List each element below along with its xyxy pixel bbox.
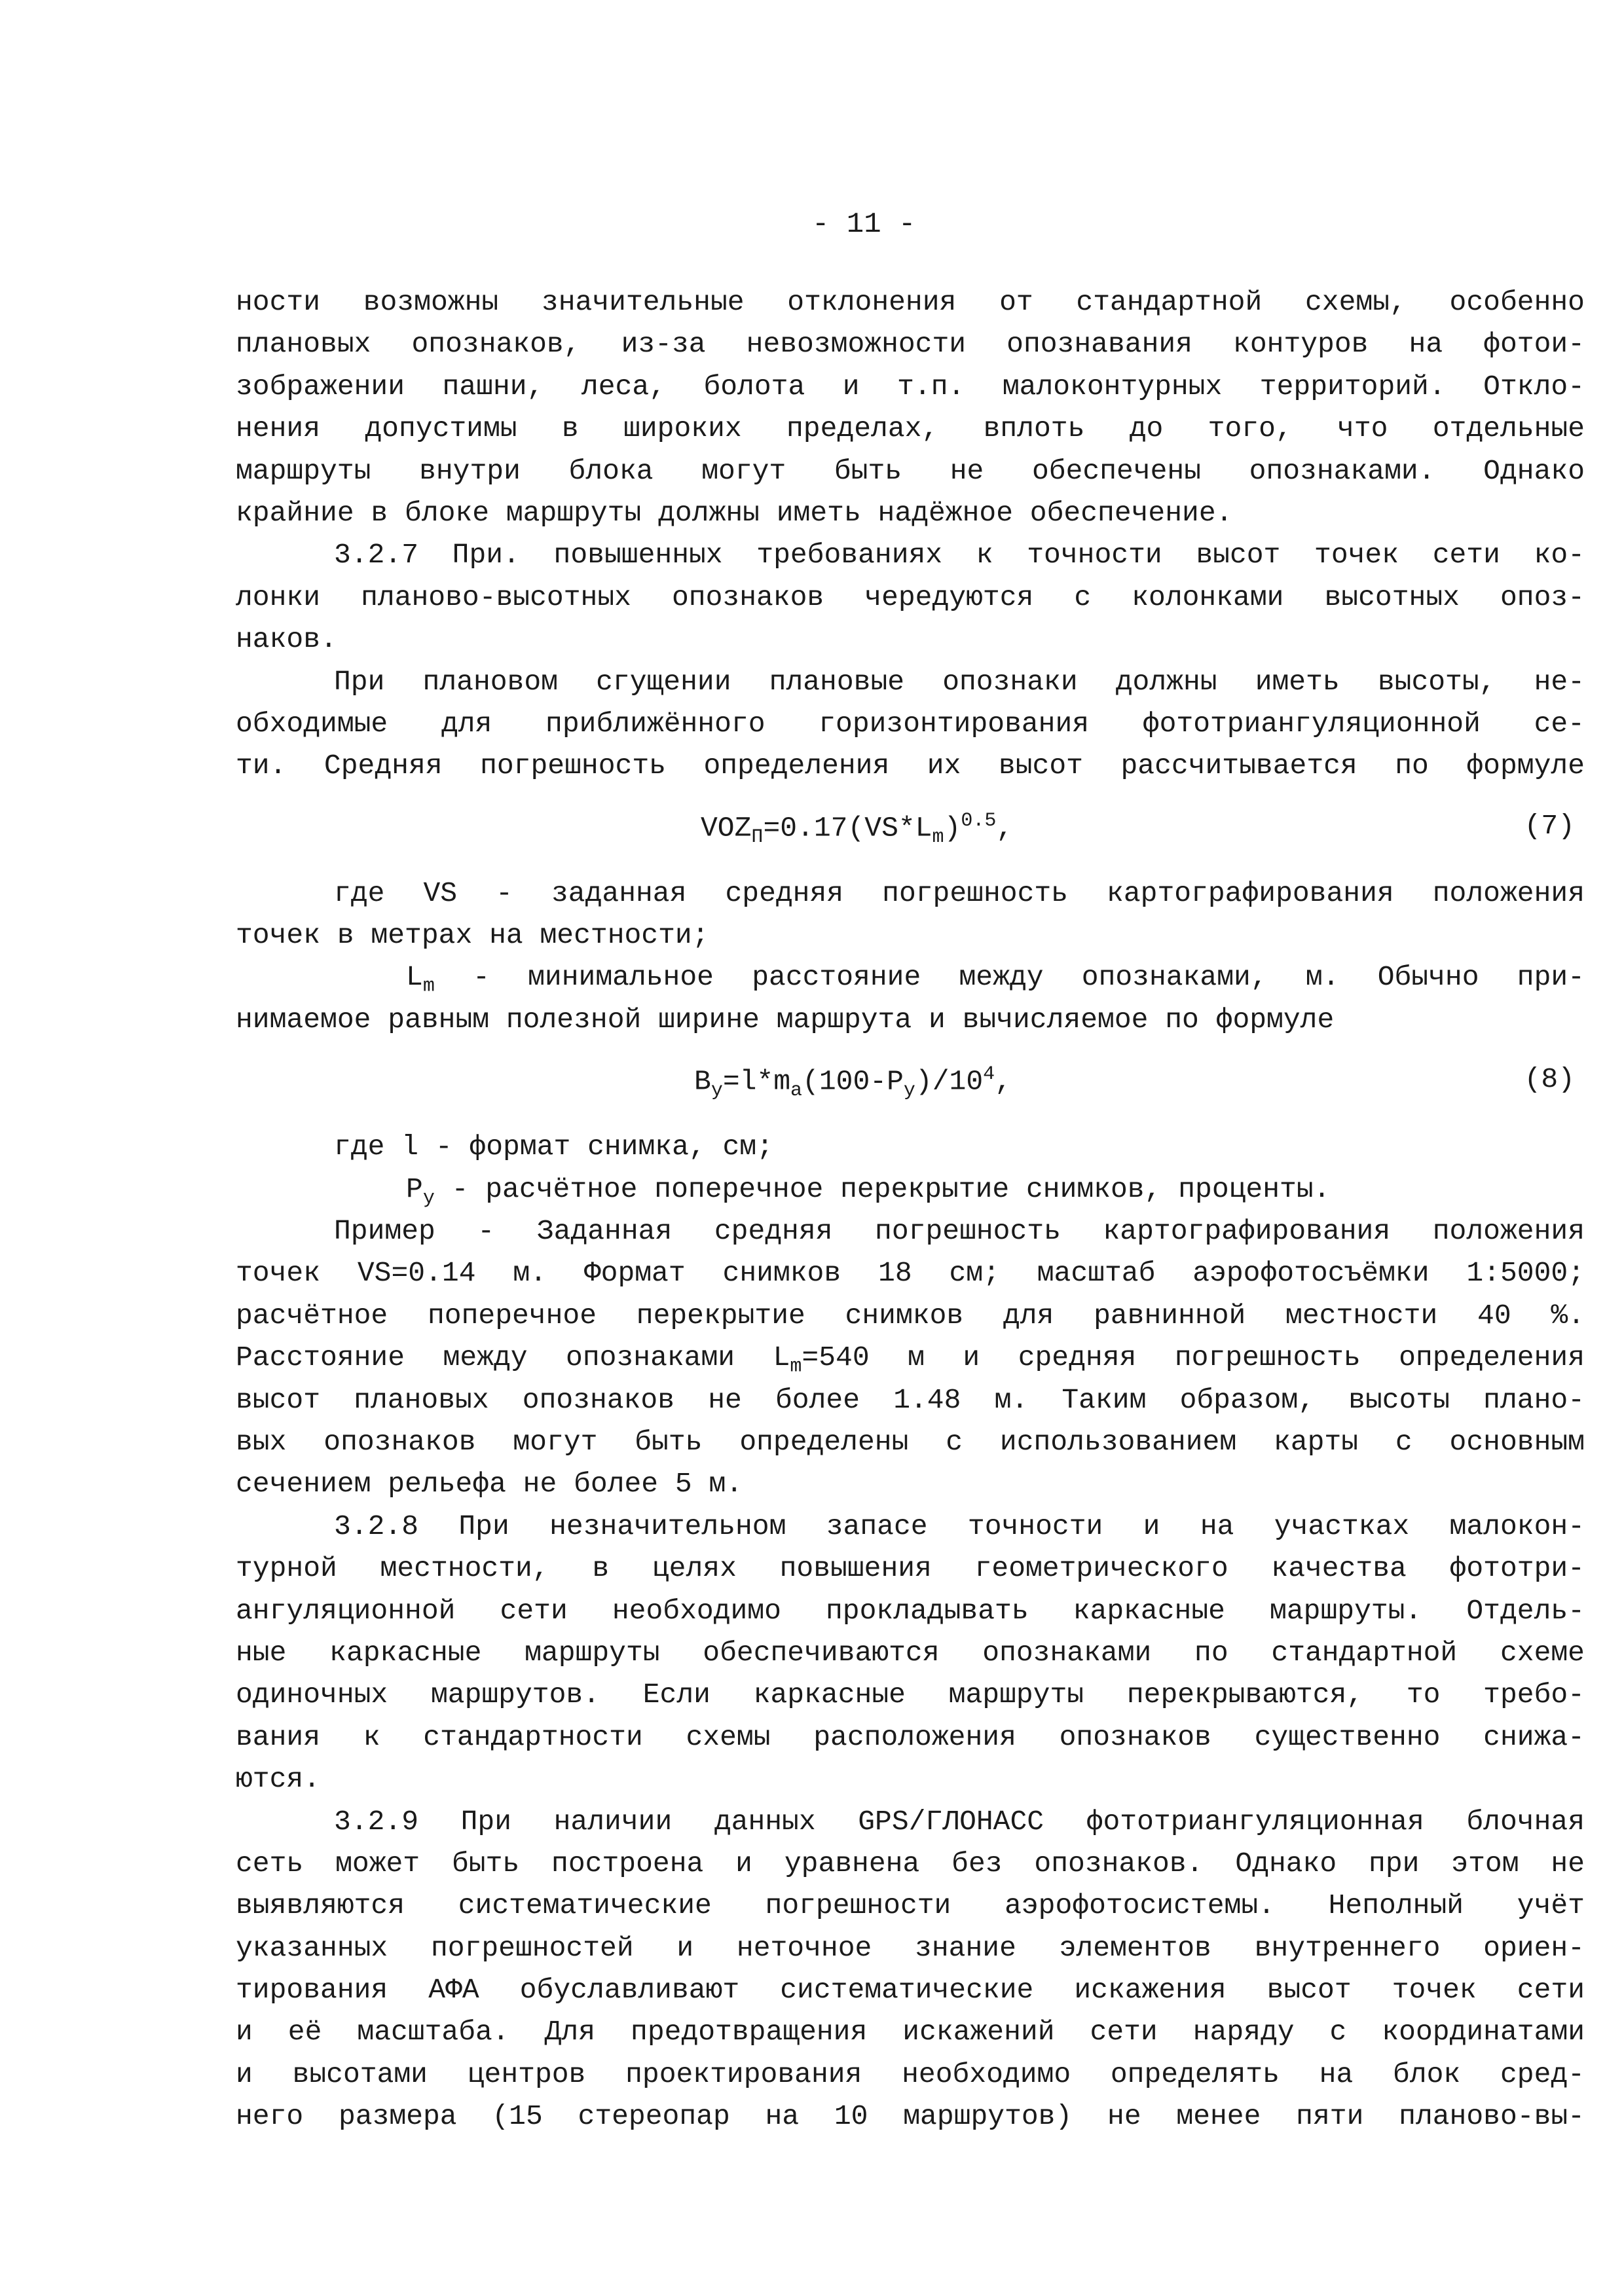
text-line: нимаемое равным полезной ширине маршрута и вычисляемое по формуле bbox=[236, 1003, 1335, 1036]
text-line: Пример - Заданная средняя погрешность картографирования положения bbox=[334, 1215, 1585, 1248]
paragraph-example bbox=[236, 1211, 1585, 1506]
text-line: точек VS=0.14 м. Формат снимков 18 см; масштаб аэрофотосъёмки 1:5000; bbox=[236, 1257, 1585, 1290]
text-line: точек в метрах на местности; bbox=[236, 919, 709, 952]
page-number: - 11 - bbox=[812, 208, 916, 241]
text-line: него размера (15 стереопар на 10 маршрутов) не менее пяти планово-вы- bbox=[236, 2100, 1585, 2133]
text-line: турной местности, в целях повышения геометрического качества фототри- bbox=[236, 1552, 1585, 1585]
text-line: выявляются систематические погрешности аэрофотосистемы. Неполный учёт bbox=[236, 1889, 1585, 1922]
formula-7 bbox=[236, 788, 1585, 873]
paragraph-3-2-9 bbox=[236, 1801, 1585, 2138]
text-line: ангуляционной сети необходимо прокладывать каркасные маршруты. Отдель- bbox=[236, 1594, 1585, 1627]
text-line: маршруты внутри блока могут быть не обеспечены опознаками. Однако bbox=[236, 454, 1585, 487]
text-line: где l - формат снимка, см; bbox=[334, 1131, 773, 1163]
paragraph-where-vs bbox=[236, 873, 1585, 957]
text-line: 3.2.8 При незначительном запасе точности и на участках малокон- bbox=[334, 1510, 1585, 1542]
paragraph-3-2-8 bbox=[236, 1506, 1585, 1801]
text-line: $P_y$ - расчётное поперечное перекрытие снимков, проценты. bbox=[406, 1173, 1331, 1210]
text-line: 3.2.9 При наличии данных GPS/ГЛОНАСС фототриангуляционная блочная bbox=[334, 1805, 1585, 1838]
text-line: ти. Средняя погрешность определения их высот рассчитывается по формуле bbox=[236, 750, 1585, 782]
text-line: и её масштаба. Для предотвращения искажений сети наряду с координатами bbox=[236, 2016, 1585, 2049]
formula-8 bbox=[236, 1041, 1585, 1126]
text-line: ные каркасные маршруты обеспечиваются опознаками по стандартной схеме bbox=[236, 1636, 1585, 1669]
text-line: тирования АФА обуславливают систематические искажения высот точек сети bbox=[236, 1974, 1585, 2007]
text-line: обходимые для приближённого горизонтирования фототриангуляционной се- bbox=[236, 707, 1585, 740]
text-line: лонки планово-высотных опознаков чередуются с колонками высотных опоз- bbox=[236, 581, 1585, 613]
paragraph-3-2-7 bbox=[236, 534, 1585, 661]
formula-expression: $VOZ_П=0.17(VS*L_m)^{0.5}$, bbox=[701, 809, 1014, 848]
text-line: вых опознаков могут быть определены с использованием карты с основным bbox=[236, 1425, 1585, 1458]
paragraph-where-lm bbox=[236, 957, 1585, 1041]
text-line: вания к стандартности схемы расположения опознаков существенно снижа- bbox=[236, 1721, 1585, 1753]
equation-number: (7) bbox=[1524, 809, 1575, 842]
body-text bbox=[236, 282, 1585, 2138]
text-line: сеть может быть построена и уравнена без опознаков. Однако при этом не bbox=[236, 1847, 1585, 1880]
text-line: 3.2.7 При. повышенных требованиях к точности высот точек сети ко- bbox=[334, 539, 1585, 572]
paragraph-planned-densification bbox=[236, 661, 1585, 788]
text-line: При плановом сгущении плановые опознаки должны иметь высоты, не- bbox=[334, 665, 1585, 698]
text-line: ности возможны значительные отклонения от стандартной схемы, особенно bbox=[236, 286, 1585, 318]
text-line: наков. bbox=[236, 623, 337, 656]
text-line: крайние в блоке маршруты должны иметь надёжное обеспечение. bbox=[236, 496, 1233, 529]
text-line: ются. bbox=[236, 1763, 321, 1796]
text-line: зображении пашни, леса, болота и т.п. малоконтурных территорий. Откло- bbox=[236, 370, 1585, 403]
text-line: сечением рельефа не более 5 м. bbox=[236, 1468, 743, 1501]
equation-number: (8) bbox=[1524, 1063, 1575, 1096]
text-line: где VS - заданная средняя погрешность картографирования положения bbox=[334, 877, 1585, 909]
paragraph-where-l bbox=[236, 1126, 1585, 1211]
paragraph-1 bbox=[236, 282, 1585, 534]
text-line: указанных погрешностей и неточное знание элементов внутреннего ориен- bbox=[236, 1931, 1585, 1964]
formula-expression: $B_y=l*m_a(100-P_y)/10^4$, bbox=[694, 1063, 1012, 1102]
text-line: высот плановых опознаков не более 1.48 м. Таким образом, высоты плано- bbox=[236, 1383, 1585, 1416]
text-line: Расстояние между опознаками $L_m=540$ м и средняя погрешность определения bbox=[236, 1341, 1585, 1378]
text-line: нения допустимы в широких пределах, вплоть до того, что отдельные bbox=[236, 412, 1585, 445]
text-line: плановых опознаков, из-за невозможности опознавания контуров на фотои- bbox=[236, 328, 1585, 361]
text-line: одиночных маршрутов. Если каркасные маршруты перекрываются, то требо- bbox=[236, 1679, 1585, 1711]
text-line: расчётное поперечное перекрытие снимков для равнинной местности 40 %. bbox=[236, 1299, 1585, 1332]
text-line: и высотами центров проектирования необходимо определять на блок сред- bbox=[236, 2058, 1585, 2090]
text-line: $L_m$ - минимальное расстояние между опознаками, м. Обычно при- bbox=[406, 961, 1585, 998]
